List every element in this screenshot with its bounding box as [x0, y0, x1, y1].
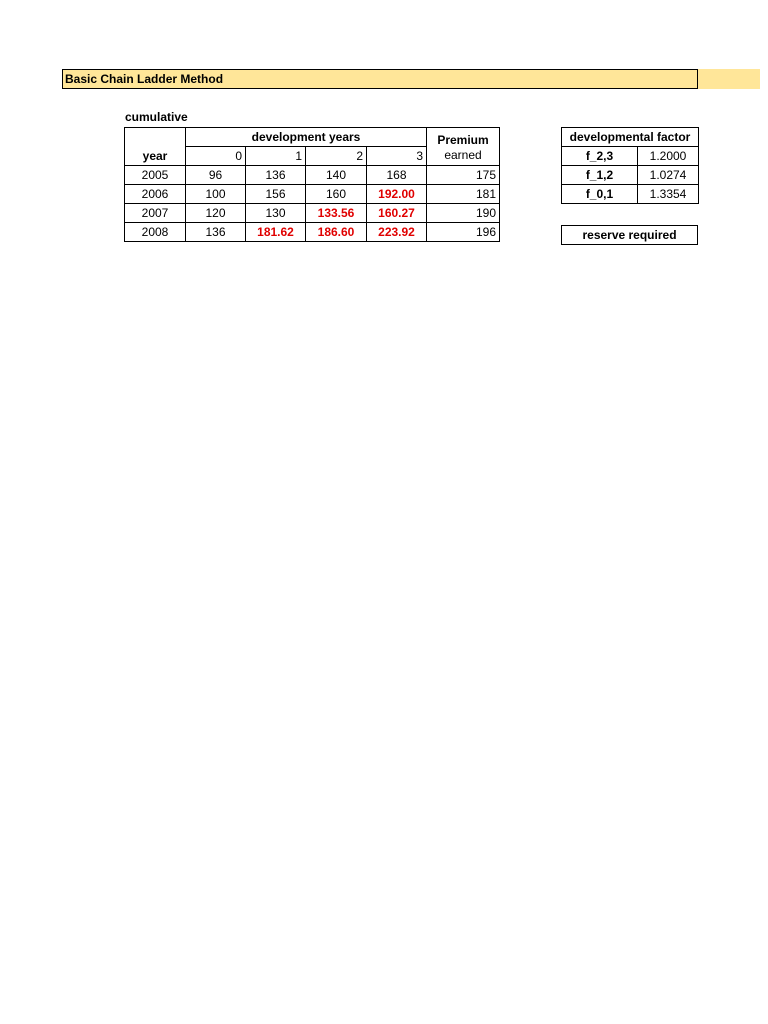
dev2-cell: 160: [306, 185, 367, 204]
dev3-projected-cell: 223.92: [367, 223, 427, 242]
premium-header-line2: earned: [444, 148, 482, 162]
factor-label: f_0,1: [562, 185, 638, 204]
table-row: [125, 204, 500, 223]
dev2-cell: 140: [306, 166, 367, 185]
year-cell: 2005: [125, 166, 186, 185]
dev1-cell: 130: [246, 204, 306, 223]
year-cell: 2006: [125, 185, 186, 204]
dev-col-header-3: 3: [367, 147, 427, 166]
dev0-cell: 136: [186, 223, 246, 242]
premium-header-line1: Premium: [437, 133, 489, 147]
dev2-projected-cell: 186.60: [306, 223, 367, 242]
year-header-spacer: [125, 128, 186, 147]
dev3-projected-cell: 192.00: [367, 185, 427, 204]
section-label-cumulative: cumulative: [125, 110, 188, 124]
dev1-cell: 136: [246, 166, 306, 185]
dev2-projected-cell: 133.56: [306, 204, 367, 223]
premium-cell: 175: [427, 166, 500, 185]
dev-col-header-1: 1: [246, 147, 306, 166]
cumulative-claims-table: [124, 127, 500, 242]
table-row: [125, 223, 500, 242]
dev3-projected-cell: 160.27: [367, 204, 427, 223]
table-row: [125, 185, 500, 204]
factor-table-header: developmental factor: [562, 128, 699, 147]
dev1-cell: 156: [246, 185, 306, 204]
factor-value: 1.0274: [638, 166, 699, 185]
premium-cell: 181: [427, 185, 500, 204]
sheet-title: Basic Chain Ladder Method: [62, 69, 698, 89]
dev-col-header-0: 0: [186, 147, 246, 166]
year-header: year: [125, 147, 186, 166]
factor-row: [562, 185, 699, 204]
factor-row: [562, 166, 699, 185]
dev3-cell: 168: [367, 166, 427, 185]
reserve-required-label: reserve required: [561, 225, 698, 245]
factor-label: f_2,3: [562, 147, 638, 166]
factor-row: [562, 147, 699, 166]
factor-value: 1.3354: [638, 185, 699, 204]
title-highlight-extension: [698, 69, 760, 89]
table-row: [125, 166, 500, 185]
developmental-factor-table: [561, 127, 699, 204]
dev0-cell: 100: [186, 185, 246, 204]
dev0-cell: 96: [186, 166, 246, 185]
year-cell: 2008: [125, 223, 186, 242]
factor-value: 1.2000: [638, 147, 699, 166]
premium-header: [427, 128, 500, 166]
dev-years-header: development years: [186, 128, 427, 147]
dev0-cell: 120: [186, 204, 246, 223]
dev-col-header-2: 2: [306, 147, 367, 166]
factor-label: f_1,2: [562, 166, 638, 185]
premium-cell: 190: [427, 204, 500, 223]
year-cell: 2007: [125, 204, 186, 223]
dev1-projected-cell: 181.62: [246, 223, 306, 242]
premium-cell: 196: [427, 223, 500, 242]
